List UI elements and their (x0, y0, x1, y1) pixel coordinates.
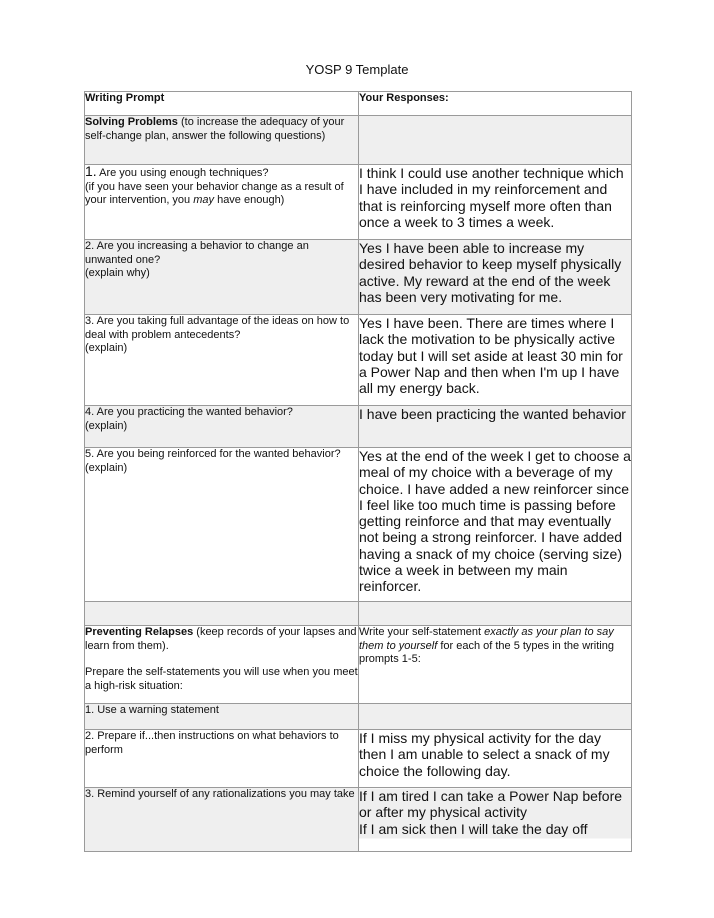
q4-prompt (85, 406, 359, 448)
q3-title: 3. Are you taking full advantage of the ideas on how to deal with problem antecedents? (85, 315, 350, 341)
table-row (85, 448, 632, 602)
solving-problems-row (85, 116, 632, 165)
preventing-relapses-instructions (359, 626, 632, 704)
r1-prompt: 1. Use a warning statement (85, 704, 359, 730)
q1-title: Are you using enough techniques? (96, 167, 269, 179)
table-row (85, 406, 632, 448)
preventing-relapses-label: Preventing Relapses (85, 626, 194, 638)
r3-response-line1: If I am tired I can take a Power Nap before or after my physical activity (359, 788, 623, 821)
q4-title: 4. Are you practicing the wanted behavior? (85, 406, 293, 418)
table-row (85, 704, 632, 730)
q5-response: Yes at the end of the week I get to choose a meal of my choice with a beverage of my choice. I have added a new reinforcer since I feel like too much time is passing before getting reinforce and that may eventually not being a strong reinforcer. I have added having a snack of my choice (serving size) twice a week in between my main reinforcer. (359, 448, 632, 602)
q5-prompt (85, 448, 359, 602)
instructions-em: exactly as your plan to say them to yourself (359, 626, 614, 652)
q2-prompt (85, 240, 359, 315)
header-writing-prompt: Writing Prompt (85, 92, 359, 116)
r1-response (359, 704, 632, 730)
solving-problems-text: (to increase the adequacy of your self-change plan, answer the following questions) (85, 116, 345, 142)
q1-prompt (85, 165, 359, 240)
table-row (85, 165, 632, 240)
q5-note: (explain) (85, 461, 128, 474)
solving-problems-label: Solving Problems (85, 116, 178, 128)
spacer-row (85, 602, 632, 626)
q1-number: 1. (85, 163, 97, 179)
q1-note-b: have enough) (214, 194, 285, 206)
q3-prompt (85, 315, 359, 406)
table-header-row (85, 92, 632, 116)
q2-title: 2. Are you increasing a behavior to change an unwanted one? (85, 240, 309, 266)
q2-note: (explain why) (85, 267, 150, 279)
spacer-right (359, 602, 632, 626)
q1-response: I think I could use another technique which I have included in my reinforcement and that is reinforcing myself more often than once a week to 3 times a week. (359, 165, 632, 240)
prompt-table (84, 91, 632, 852)
q2-response: Yes I have been able to increase my desired behavior to keep myself physically active. My reward at the end of the week has been very motivating for me. (359, 240, 632, 315)
r3-response (359, 788, 632, 852)
preventing-relapses-cell (85, 626, 359, 704)
r3-prompt: 3. Remind yourself of any rationalizations you may take (85, 788, 359, 852)
spacer-left (85, 602, 359, 626)
preventing-relapses-text: (keep records of your lapses and learn from them). (85, 626, 357, 652)
q3-note: (explain) (85, 342, 128, 354)
r2-response: If I miss my physical activity for the day then I am unable to select a snack of my choice the following day. (359, 730, 632, 788)
header-your-responses: Your Responses: (359, 92, 632, 116)
instructions-a: Write your self-statement (359, 626, 485, 638)
solving-problems-response (359, 116, 632, 165)
q5-title: 5. Are you being reinforced for the wanted behavior? (85, 448, 341, 460)
instructions-b: for each of the 5 types in the writing prompts 1-5: (359, 639, 614, 665)
q1-note-em: may (193, 194, 215, 206)
r2-prompt: 2. Prepare if...then instructions on what behaviors to perform (85, 730, 359, 788)
solving-problems-cell (85, 116, 359, 165)
document-title: YOSP 9 Template (305, 62, 409, 77)
table-row (85, 788, 632, 852)
q1-note-a: (if you have seen your behavior change as a result of your intervention, you (85, 180, 344, 206)
r3-response-line2: If I am sick then I will take the day off (359, 820, 588, 837)
table-row (85, 315, 632, 406)
q4-response: I have been practicing the wanted behavior (359, 406, 632, 448)
q3-response: Yes I have been. There are times where I lack the motivation to be physically active today but I will set aside at least 30 min for a Power Nap and then when I'm up I have all my energy back. (359, 315, 632, 406)
table-row (85, 240, 632, 315)
table-row (85, 730, 632, 788)
preventing-relapses-row (85, 626, 632, 704)
q4-note: (explain) (85, 419, 128, 432)
preventing-relapses-prepare: Prepare the self-statements you will use when you meet a high-risk situation: (85, 666, 358, 692)
